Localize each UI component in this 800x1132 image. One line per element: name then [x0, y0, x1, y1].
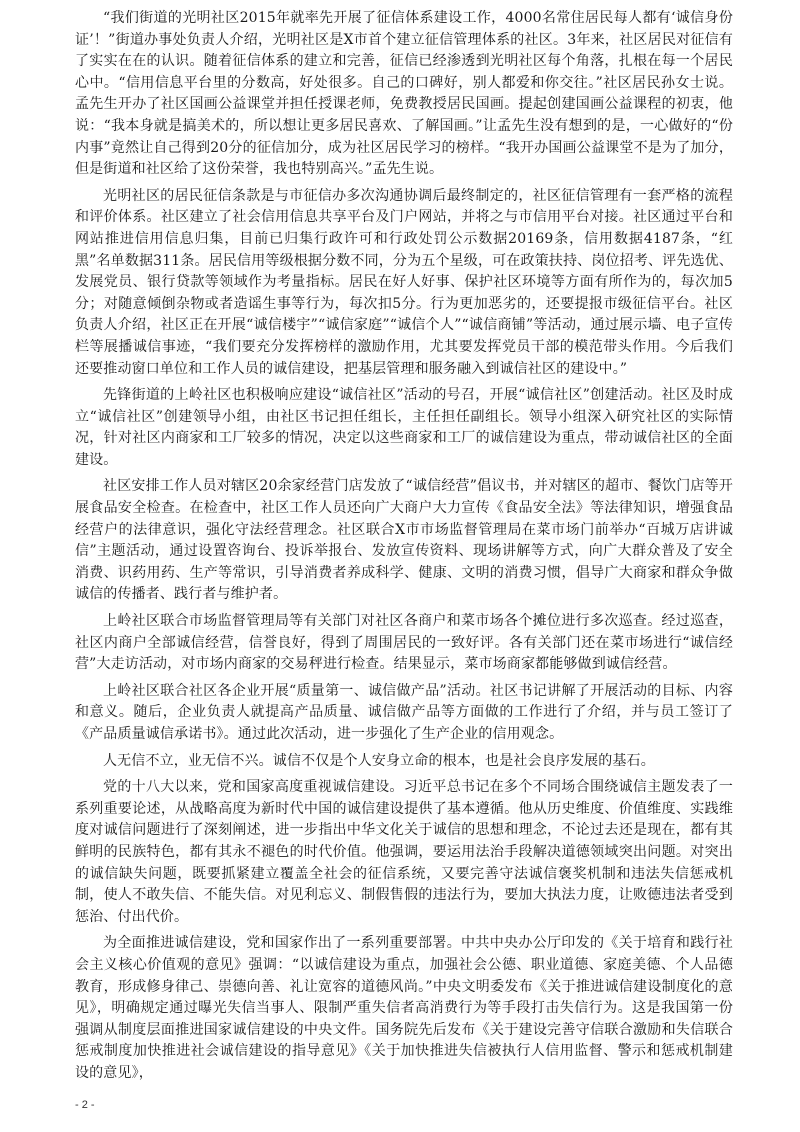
paragraph-4: 社区安排工作人员对辖区20余家经营门店发放了“诚信经营”倡议书，并对辖区的超市、餐饮门店等开展食品安全检查。在检查中，社区工作人员还向广大商户大力宣传《食品安全法》等法律知识，增强食品经营户的法律意识，强化守法经营理念。社区联合X市市场监督管理局在菜市场门前举办“百城万店讲诚信”主题活动，通过设置咨询台、投诉举报台、发放宣传资料、现场讲解等方式，向广大群众普及了安全消费、识药用药、生产等常识，引导消费者养成科学、健康、文明的消费习惯，倡导广大商家和群众争做诚信的传播者、践行者与维护者。: [75, 478, 733, 603]
paragraph-9: 为全面推进诚信建设，党和国家作出了一系列重要部署。中共中央办公厅印发的《关于培育和践行社会主义核心价值观的意见》强调：“以诚信建设为重点，加强社会公德、职业道德、家庭美德、个人品德教育，形成修身律己、崇德向善、礼让宽容的道德风尚。”中央文明委发布《关于推进诚信建设制度化的意见》，明确规定通过曝光失信当事人、限制严重失信者高消费行为等手段打击失信行为。这是我国第一份强调从制度层面推进国家诚信建设的中央文件。国务院先后发布《关于建设完善守信联合激励和失信联合惩戒制度加快推进社会诚信建设的指导意见》《关于加快推进失信被执行人信用监督、警示和惩戒机制建设的意见》，: [75, 935, 733, 1081]
paragraph-6: 上岭社区联合社区各企业开展“质量第一、诚信做产品”活动。社区书记讲解了开展活动的目标、内容和意义。随后，企业负责人就提高产品质量、诚信做产品等方面做的工作进行了介绍，并与员工签订了《产品质量诚信承诺书》。通过此次活动，进一步强化了生产企业的信用观念。: [75, 682, 733, 742]
paragraph-5: 上岭社区联合市场监督管理局等有关部门对社区各商户和菜市场各个摊位进行多次巡查。经过巡查，社区内商户全部诚信经营，信誉良好，得到了周围居民的一致好评。各有关部门还在菜市场进行“诚信经营”大走访活动，对市场内商家的交易秤进行检查。结果显示，菜市场商家都能够做到诚信经营。: [75, 613, 733, 673]
paragraph-2: 光明社区的居民征信条款是与市征信办多次沟通协调后最终制定的，社区征信管理有一套严格的流程和评价体系。社区建立了社会信用信息共享平台及门户网站，并将之与市信用平台对接。社区通过平台和网站推进信用信息归集，目前已归集行政许可和行政处罚公示数据20169条，信用数据4187条，“红黑”名单数据311条。居民信用等级根据分数不同，分为五个星级，可在政策扶持、岗位招考、评先选优、发展党员、银行贷款等领域作为考量指标。居民在好人好事、保护社区环境等方面有所作为的，每次加5分；对随意倾倒杂物或者造谣生事等行为，每次扣5分。行为更加恶劣的，还要提报市级征信平台。社区负责人介绍，社区正在开展“诚信楼宇”“诚信家庭”“诚信个人”“诚信商铺”等活动，通过展示墙、电子宣传栏等展播诚信事迹，“我们要充分发挥榜样的激励作用，尤其要发挥党员干部的模范带头作用。今后我们还要推动窗口单位和工作人员的诚信建设，把基层管理和服务融入到诚信社区的建设中。”: [75, 187, 733, 377]
paragraph-1: “我们街道的光明社区2015年就率先开展了征信体系建设工作，4000名常住居民每人都有‘诚信身份证’！”街道办事处负责人介绍，光明社区是X市首个建立征信管理体系的社区。3年来，社区居民对征信有了实实在在的认识。随着征信体系的建立和完善，征信已经渗透到光明社区每个角落，扎根在每一个居民心中。“信用信息平台里的分数高，好处很多。自己的口碑好，别人都爱和你交往。”社区居民孙女士说。孟先生开办了社区国画公益课堂并担任授课老师，免费教授居民国画。提起创建国画公益课程的初衷，他说：“我本身就是搞美术的，所以想让更多居民喜欢、了解国画。”让孟先生没有想到的是，一心做好的“份内事”竟然让自己得到20分的征信加分，成为社区居民学习的榜样。“我开办国画公益课堂不是为了加分，但是街道和社区给了这份荣誉，我也特别高兴。”孟先生说。: [75, 10, 733, 178]
page-number: - 2 -: [75, 1099, 95, 1111]
paragraph-8: 党的十八大以来，党和国家高度重视诚信建设。习近平总书记在多个不同场合围绕诚信主题发表了一系列重要论述，从战略高度为新时代中国的诚信建设提供了基本遵循。他从历史维度、价值维度、实践维度对诚信问题进行了深刻阐述，进一步指出中华文化关于诚信的思想和理念，不论过去还是现在，都有其鲜明的民族特色，都有其永不褪色的时代价值。他强调，要运用法治手段解决道德领域突出问题。对突出的诚信缺失问题，既要抓紧建立覆盖全社会的征信系统，又要完善守法诚信褒奖机制和违法失信惩戒机制，使人不敢失信、不能失信。对见利忘义、制假售假的违法行为，要加大执法力度，让败德违法者受到惩治、付出代价。: [75, 779, 733, 925]
paragraph-7: 人无信不立，业无信不兴。诚信不仅是个人安身立命的根本，也是社会良序发展的基石。: [103, 752, 655, 769]
paragraph-3: 先锋街道的上岭社区也积极响应建设“诚信社区”活动的号召，开展“诚信社区”创建活动。社区及时成立“诚信社区”创建领导小组，由社区书记担任组长，主任担任副组长。领导小组深入研究社区的实际情况，针对社区内商家和工厂较多的情况，决定以这些商家和工厂的诚信建设为重点，带动诚信社区的全面建设。: [75, 387, 733, 468]
article-body: [75, 8, 733, 1090]
